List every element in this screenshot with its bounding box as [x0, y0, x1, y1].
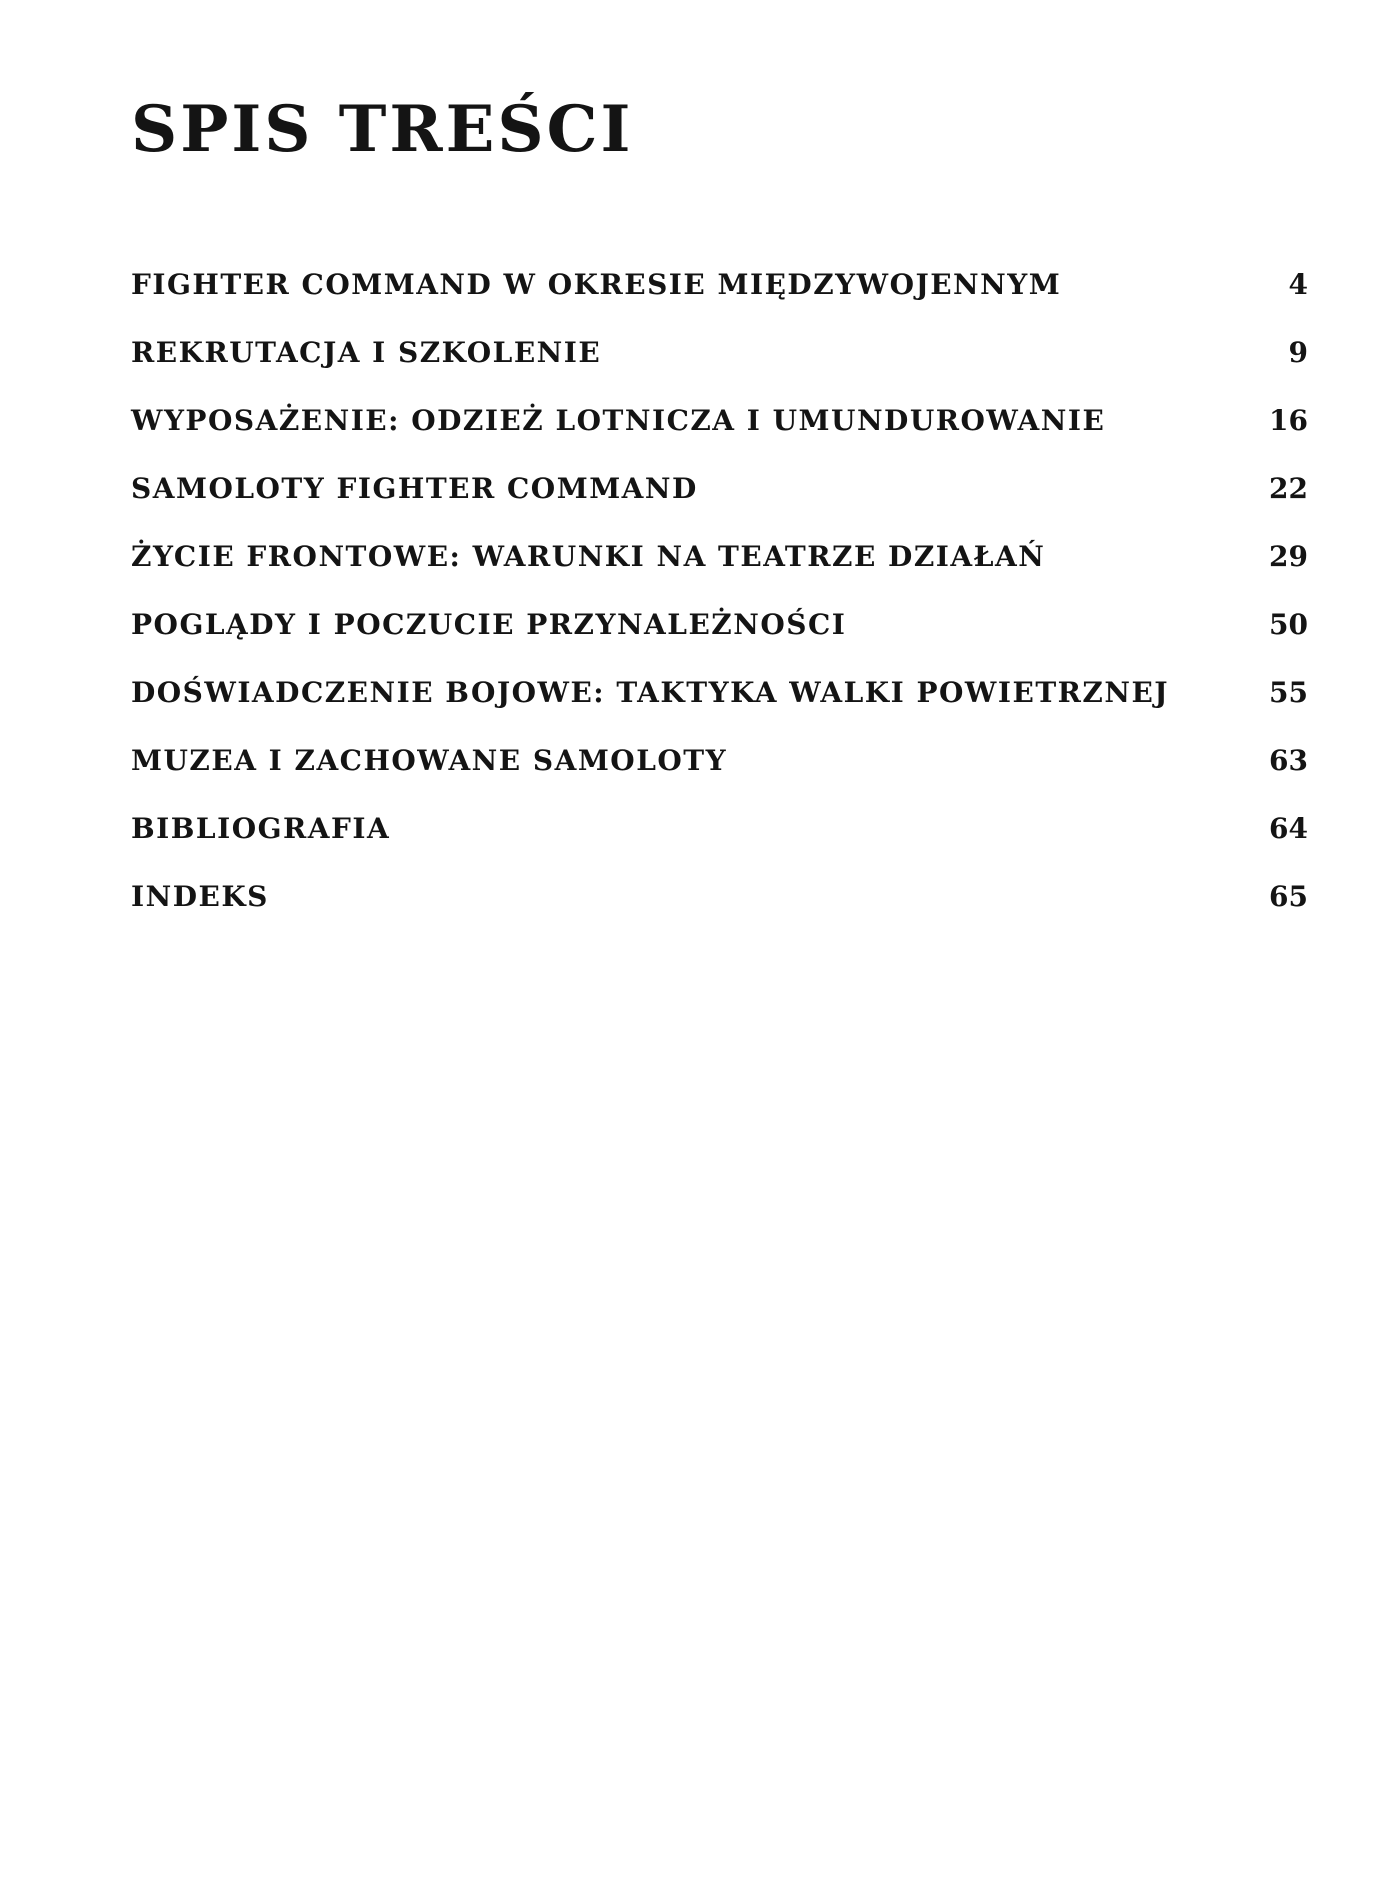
toc-entry[interactable]	[131, 590, 1308, 658]
toc-entry-page: 55	[1269, 675, 1308, 709]
toc-entry[interactable]	[131, 250, 1308, 318]
toc-entry-label: MUZEA I ZACHOWANE SAMOLOTY	[131, 743, 728, 777]
toc-entry-page: 16	[1269, 403, 1308, 437]
toc-entry[interactable]	[131, 794, 1308, 862]
toc-entry[interactable]	[131, 386, 1308, 454]
page-title: SPIS TREŚCI	[131, 92, 634, 167]
toc-entry-page: 63	[1269, 743, 1308, 777]
toc-entry[interactable]	[131, 726, 1308, 794]
toc-entry-label: FIGHTER COMMAND W OKRESIE MIĘDZYWOJENNYM	[131, 267, 1062, 301]
toc-entry-label: INDEKS	[131, 879, 269, 913]
toc-entry-label: ŻYCIE FRONTOWE: WARUNKI NA TEATRZE DZIAŁAŃ	[131, 539, 1046, 573]
toc-entry-label: POGLĄDY I POCZUCIE PRZYNALEŻNOŚCI	[131, 607, 847, 641]
toc-entry-label: DOŚWIADCZENIE BOJOWE: TAKTYKA WALKI POWIETRZNEJ	[131, 675, 1170, 709]
toc-entry-label: REKRUTACJA I SZKOLENIE	[131, 335, 602, 369]
toc-entry-page: 22	[1269, 471, 1308, 505]
toc-entry-label: WYPOSAŻENIE: ODZIEŻ LOTNICZA I UMUNDUROWANIE	[131, 403, 1106, 437]
toc-entry[interactable]	[131, 522, 1308, 590]
toc-entry[interactable]	[131, 862, 1308, 930]
toc-entry-page: 64	[1269, 811, 1308, 845]
table-of-contents	[131, 250, 1308, 930]
toc-entry[interactable]	[131, 454, 1308, 522]
toc-entry[interactable]	[131, 658, 1308, 726]
toc-entry[interactable]	[131, 318, 1308, 386]
toc-entry-page: 29	[1269, 539, 1308, 573]
toc-entry-label: BIBLIOGRAFIA	[131, 811, 391, 845]
toc-entry-page: 65	[1269, 879, 1308, 913]
toc-entry-page: 9	[1288, 335, 1308, 369]
toc-entry-label: SAMOLOTY FIGHTER COMMAND	[131, 471, 698, 505]
toc-entry-page: 50	[1269, 607, 1308, 641]
toc-entry-page: 4	[1288, 267, 1308, 301]
